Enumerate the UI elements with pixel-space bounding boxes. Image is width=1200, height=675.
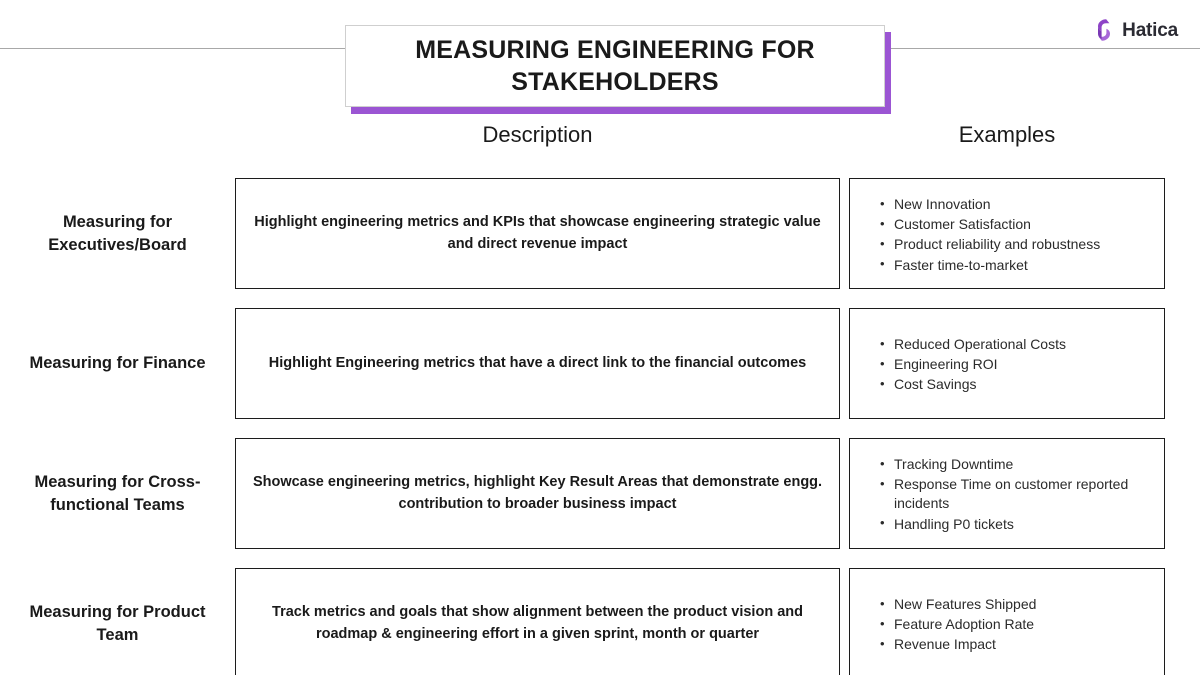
brand-logo — [1093, 16, 1178, 44]
examples-cell-cross-functional-teams — [849, 438, 1165, 549]
description-cell-executives-board — [235, 178, 840, 289]
list-item: • Engineering ROI — [880, 355, 1150, 374]
stakeholder-table — [0, 178, 1200, 675]
description-text: Track metrics and goals that show alignment between the product vision and roadmap & engineering effort in a given sprint, month or quarter — [272, 604, 803, 642]
description-cell-finance — [235, 308, 840, 419]
row-label-product-team: Measuring for Product Team — [29, 602, 206, 644]
list-item: • New Innovation — [880, 195, 1150, 214]
examples-list — [880, 595, 1150, 655]
row-label-executives-board: Measuring for Executives/Board — [48, 212, 187, 254]
list-item: • Revenue Impact — [880, 635, 1150, 654]
list-item: • New Features Shipped — [880, 595, 1150, 614]
title-box — [345, 25, 885, 107]
row-label-cross-functional-teams: Measuring for Cross-functional Teams — [34, 472, 201, 514]
description-text: Showcase engineering metrics, highlight Key Result Areas that demonstrate engg. contribution to broader business impact — [252, 474, 823, 512]
list-item: • Cost Savings — [880, 375, 1150, 394]
description-text: Highlight engineering metrics and KPIs that showcase engineering strategic value and direct revenue impact — [254, 214, 821, 252]
examples-list — [880, 195, 1150, 275]
table-row — [0, 308, 1200, 419]
table-row — [0, 568, 1200, 675]
slide-title — [345, 25, 885, 107]
examples-cell-finance — [849, 308, 1165, 419]
list-item: • Feature Adoption Rate — [880, 615, 1150, 634]
column-header-description: Description — [482, 122, 593, 147]
list-item: • Faster time-to-market — [880, 256, 1150, 275]
examples-list — [880, 455, 1150, 534]
description-text: Highlight Engineering metrics that have a direct link to the financial outcomes — [268, 354, 807, 371]
description-cell-cross-functional-teams — [235, 438, 840, 549]
list-item: • Product reliability and robustness — [880, 235, 1150, 254]
row-label-finance: Measuring for Finance — [29, 354, 206, 373]
examples-cell-executives-board — [849, 178, 1165, 289]
table-row — [0, 438, 1200, 549]
examples-list — [880, 335, 1150, 395]
table-row — [0, 178, 1200, 289]
list-item: • Tracking Downtime — [880, 455, 1150, 474]
list-item: • Reduced Operational Costs — [880, 335, 1150, 354]
hatica-swirl-icon — [1093, 18, 1115, 42]
list-item: • Response Time on customer reported incidents — [880, 475, 1150, 513]
list-item: • Handling P0 tickets — [880, 515, 1150, 534]
column-header-examples: Examples — [958, 122, 1056, 147]
description-cell-product-team — [235, 568, 840, 675]
brand-name: Hatica — [1122, 19, 1178, 41]
page-title: MEASURING ENGINEERING FOR STAKEHOLDERS — [415, 36, 815, 96]
examples-cell-product-team — [849, 568, 1165, 675]
list-item: • Customer Satisfaction — [880, 215, 1150, 234]
